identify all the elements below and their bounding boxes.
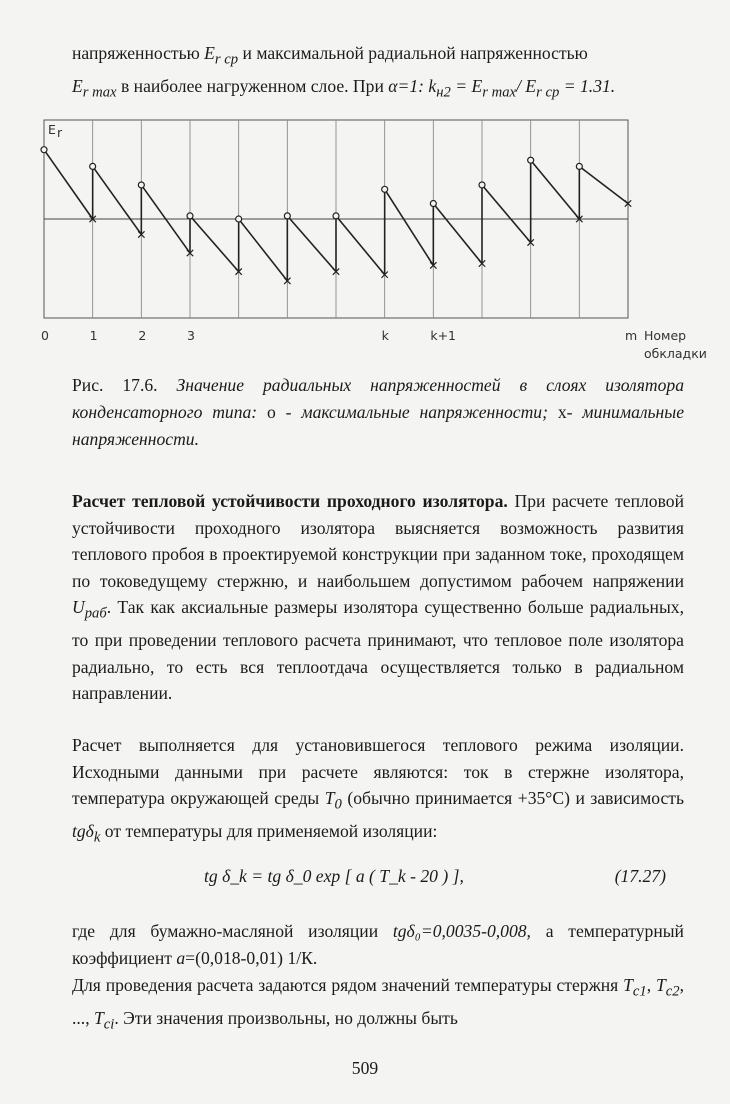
equation-part: = 1.31. — [559, 76, 616, 97]
symbol: T — [623, 975, 633, 995]
text-run: и максимальной радиальной напряженностью — [238, 43, 588, 63]
symbol: tgδ — [72, 821, 94, 842]
separator: , — [646, 975, 656, 995]
symbol: a — [176, 947, 186, 968]
text-run: Для проведения расчета задаются рядом значений температуры стержня — [72, 975, 624, 995]
tick-label: k — [381, 328, 389, 343]
y-axis-label-subscript: r — [57, 125, 63, 140]
field-segment — [433, 204, 482, 264]
text-run: . Эти значения произвольны, но должны быть — [114, 1008, 458, 1029]
separator: , ..., — [72, 975, 685, 1029]
symbol: U — [72, 597, 85, 617]
subscript: r max — [482, 84, 517, 101]
max-marker — [284, 213, 290, 219]
text-run: При расчете тепловой устойчивости проходного изолятора выясняется возможность развития теплового пробоя в проектируемой конструкции при заданном токе, проходящем по токоведущему стержню, и наибольшем допустимом рабочем напряжении — [72, 491, 684, 591]
field-segment — [287, 216, 336, 272]
max-marker-symbol: o — [267, 402, 276, 422]
max-marker — [430, 201, 436, 207]
tick-label: 0 — [41, 328, 49, 343]
text-run: от температуры для применяемой изоляции: — [100, 821, 438, 842]
chart-svg — [30, 108, 720, 370]
subscript: r ср — [536, 84, 560, 101]
section-heading: Расчет тепловой устойчивости проходного изолятора. — [72, 491, 508, 511]
subscript: 0 — [334, 796, 342, 813]
formula-expression: tg δ_k = tg δ_0 exp [ a ( T_k - 20 ) ], — [204, 866, 464, 886]
subscript: раб — [84, 605, 107, 622]
subscript: k — [93, 829, 101, 846]
tick-label: 1 — [89, 328, 98, 343]
formula-number: (17.27) — [614, 866, 666, 886]
symbol: T — [94, 1008, 104, 1029]
equation-part: = E — [450, 76, 483, 97]
paragraph-thermal-stability — [72, 488, 684, 707]
subscript: r max — [82, 84, 117, 101]
max-marker — [138, 182, 144, 188]
intro-paragraph — [72, 40, 684, 106]
text-run: напряженностью — [72, 43, 205, 63]
field-segment — [336, 216, 385, 275]
tick-label: 3 — [187, 328, 195, 343]
x-axis-label-line1: Номер — [644, 328, 687, 343]
text-run: . Так как аксиальные размеры изолятора существенно больше радиальных, то при проведении теплового расчета принимают, что тепловое поле изолятора радиально, то есть вся теплоотдача осуществляется только в радиальном направлении. — [72, 597, 684, 704]
x-axis-label-line2: обкладки — [644, 346, 707, 361]
min-marker-symbol: x — [557, 402, 567, 422]
symbol: T — [324, 788, 335, 808]
symbol: E — [72, 76, 83, 97]
symbol: T — [655, 975, 666, 995]
paragraph-where — [72, 918, 684, 971]
max-marker — [90, 163, 96, 169]
text-run: в наиболее нагруженном слое. При — [116, 76, 389, 97]
max-marker — [528, 157, 534, 163]
field-segment — [531, 160, 580, 219]
page-number: 509 — [351, 1058, 379, 1078]
caption-text: - максимальные напряженности; — [275, 402, 558, 422]
field-segment — [44, 150, 93, 219]
field-segment — [190, 216, 239, 272]
figure-caption — [72, 372, 684, 453]
max-marker — [236, 216, 242, 222]
value-range: tgδ₀=0,0035-0,008, — [392, 921, 531, 941]
y-axis-label: E — [48, 122, 56, 137]
caption-prefix: Рис. 17.6. — [72, 375, 177, 395]
max-marker — [333, 213, 339, 219]
max-marker — [479, 182, 485, 188]
figure-radial-field — [30, 108, 720, 370]
text-run: а температурный коэффициент — [72, 921, 684, 968]
subscript: r ср — [214, 51, 239, 68]
paragraph-calculation — [72, 732, 684, 851]
max-marker — [41, 147, 47, 153]
formula-17-27 — [72, 866, 684, 896]
max-marker — [576, 163, 582, 169]
caption-text: Значение радиальных напряженностей в слоях изолятора конденсаторного типа: — [72, 375, 684, 422]
field-segment — [482, 185, 531, 243]
text-run: где для бумажно-масляной изоляции — [72, 921, 393, 941]
max-marker — [382, 186, 388, 192]
field-segment — [385, 189, 434, 265]
subscript: н2 — [436, 84, 451, 101]
equation-part: / E — [516, 76, 537, 97]
subscript: ci — [103, 1016, 115, 1033]
symbol: E — [204, 43, 215, 63]
condition: α=1: k — [388, 76, 437, 97]
field-segment — [579, 166, 628, 203]
text-run: =(0,018-0,01) 1/К. — [185, 947, 318, 968]
paragraph-temperatures — [72, 972, 684, 1038]
caption-text: - минимальные напряженности. — [72, 402, 685, 449]
tick-label: k+1 — [430, 328, 457, 343]
text-run: Расчет выполняется для установившегося теплового режима изоляции. Исходными данными при расчете являются: ток в стержне изолятора, температура окружающей среды — [72, 735, 684, 808]
subscript: c1 — [632, 983, 647, 1000]
tick-label: 2 — [138, 328, 147, 343]
text-run: (обычно принимается +35°С) и зависимость — [341, 788, 684, 808]
field-segment — [93, 166, 142, 234]
max-marker — [187, 213, 193, 219]
subscript: c2 — [665, 983, 680, 1000]
tick-label: m — [625, 328, 638, 343]
field-segment — [239, 219, 288, 281]
